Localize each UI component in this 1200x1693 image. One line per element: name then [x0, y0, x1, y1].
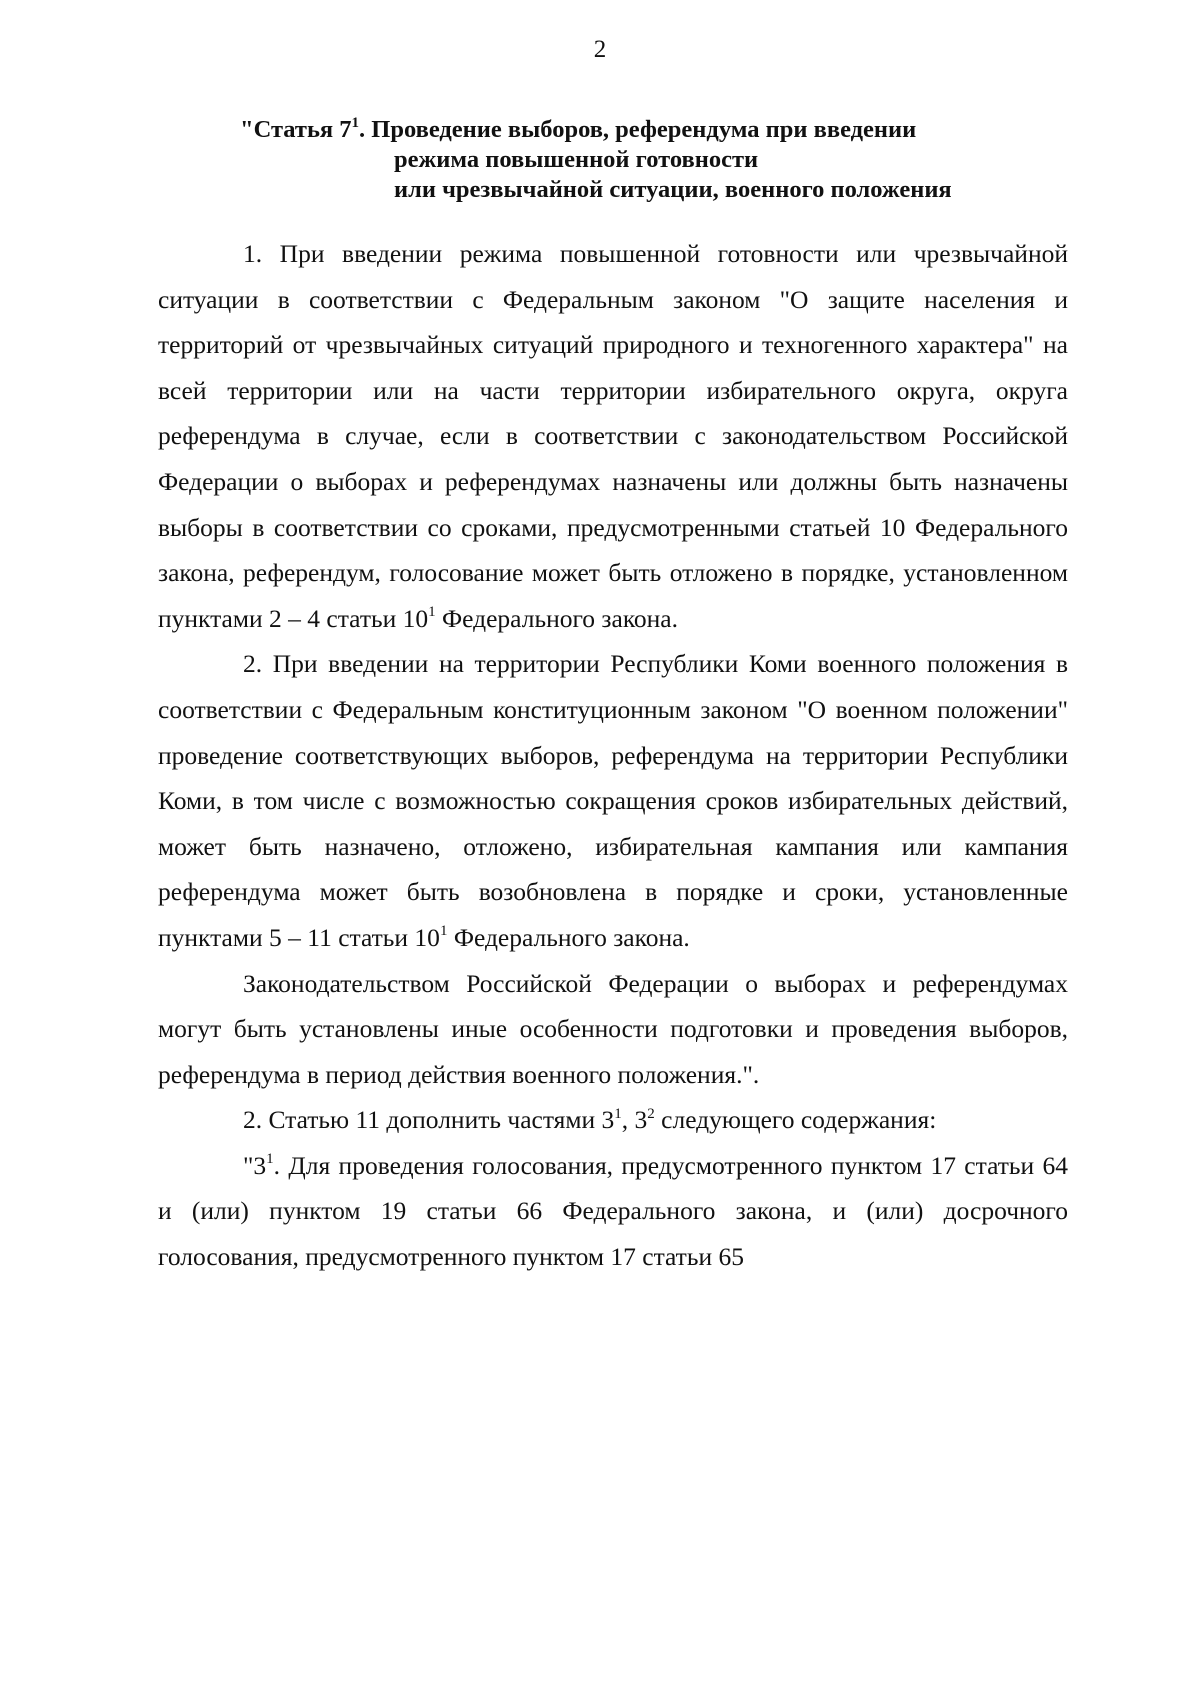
page-number: 2 [593, 36, 607, 63]
paragraph-4: 2. Статью 11 дополнить частями $3^1$, $3^2$ следующего содержания: [243, 1105, 937, 1135]
heading-line-1: "Статья $7^1$. Проведение выборов, референдума при введении [240, 114, 917, 143]
document-body [158, 231, 1068, 1280]
heading-superscript: 1 [351, 114, 360, 131]
paragraph-5: "$3^1$. Для проведения голосования, предусмотренного пунктом 17 статьи 64 и (или) пунктом 19 статьи 66 Федерального закона, и (или) досрочного голосования, предусмотренного пунктом 17 статьи 65 [158, 1150, 1068, 1272]
paragraph-1: 1. При введении режима повышенной готовности или чрезвычайной ситуации в соответствии с Федеральным законом "О защите населения и территорий от чрезвычайных ситуаций природного и техногенного характера" на всей территории или на части территории избирательного округа, округа референдума в случае, если в соответствии с законодательством Российской Федерации о выборах и референдумах назначены или должны быть назначены выборы в соответствии со сроками, предусмотренными статьей 10 Федерального закона, референдум, голосование может быть отложено в порядке, установленном пунктами 2 – 4 статьи $10^1$ Федерального закона. [158, 239, 1068, 633]
heading-line-3: или чрезвычайной ситуации, военного положения [394, 176, 952, 203]
article-heading [240, 115, 1080, 205]
paragraph-3: Законодательством Российской Федерации о выборах и референдумах могут быть установлены иные особенности подготовки и проведения выборов, референдума в период действия военного положения.". [158, 968, 1068, 1089]
heading-line-2: режима повышенной готовности [394, 146, 759, 173]
paragraph-2: 2. При введении на территории Республики Коми военного положения в соответствии с Федеральным конституционным законом "О военном положении" проведение соответствующих выборов, референдума на территории Республики Коми, в том числе с возможностью сокращения сроков избирательных действий, может быть назначено, отложено, избирательная кампания или кампания референдума может быть возобновлена в порядке и сроки, установленные пунктами 5 – 11 статьи $10^1$ Федерального закона. [158, 649, 1068, 952]
